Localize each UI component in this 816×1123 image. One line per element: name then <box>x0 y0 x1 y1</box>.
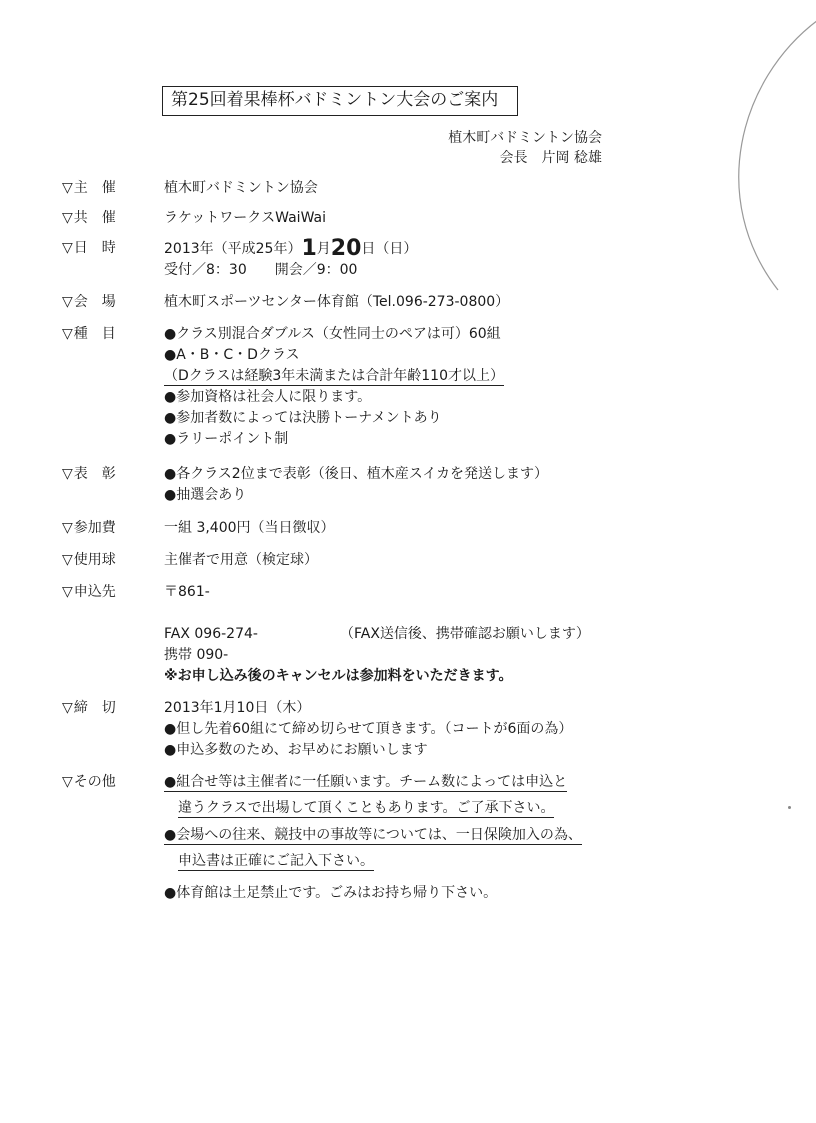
apply-fax: FAX 096-274- <box>164 626 258 642</box>
organizer-president: 会長 片岡 稔雄 <box>499 150 602 166</box>
row-label: 使用球 <box>73 552 116 568</box>
triangle-down-icon: ▽ <box>62 240 73 256</box>
events-line: （Dクラスは経験3年未満または合計年齢110才以上） <box>164 368 504 384</box>
row-label: 表 彰 <box>73 466 116 482</box>
scan-edge-curve <box>728 0 816 300</box>
date-month-unit: 月 <box>316 241 331 257</box>
date-day-suffix: 日（日） <box>361 241 418 257</box>
other-line: ●会場への往来、競技中の事故等については、一日保険加入の為、 <box>164 827 582 843</box>
organizer-block <box>448 128 602 168</box>
triangle-down-icon: ▽ <box>62 584 73 600</box>
events-line: ●クラス別混合ダブルス（女性同士のペアは可）60組 <box>164 326 501 342</box>
apply-postal: 〒861- <box>164 584 210 600</box>
date-day: 20 <box>330 236 362 261</box>
events-line: ●A・B・C・Dクラス <box>164 347 300 363</box>
row-label: 参加費 <box>73 520 116 536</box>
awards-line: ●各クラス2位まで表彰（後日、植木産スイカを発送します） <box>164 466 549 482</box>
triangle-down-icon: ▽ <box>62 180 73 196</box>
row-value: 主催者で用意（検定球） <box>164 552 318 568</box>
organizer-name: 植木町バドミントン協会 <box>448 130 602 146</box>
date-line <box>164 238 417 260</box>
events-line: ●参加者数によっては決勝トーナメントあり <box>164 410 442 426</box>
triangle-down-icon: ▽ <box>62 520 73 536</box>
other-line: 申込書は正確にご記入下さい。 <box>178 853 374 869</box>
triangle-down-icon: ▽ <box>62 326 73 342</box>
row-value: 植木町スポーツセンター体育館（Tel.096-273-0800） <box>164 294 510 310</box>
date-prefix: 2013年（平成25年） <box>164 241 302 257</box>
triangle-down-icon: ▽ <box>62 294 73 310</box>
triangle-down-icon: ▽ <box>62 210 73 226</box>
deadline-line: ●但し先着60組にて締め切らせて頂きます。（コートが6面の為） <box>164 721 573 737</box>
row-value: 一組 3,400円（当日徴収） <box>164 520 335 536</box>
row-value: 植木町バドミントン協会 <box>164 180 318 196</box>
date-month: 1 <box>301 236 317 261</box>
row-label: その他 <box>73 774 116 790</box>
events-line: ●ラリーポイント制 <box>164 431 289 447</box>
other-line: ●体育館は土足禁止です。ごみはお持ち帰り下さい。 <box>164 885 498 901</box>
row-label: 日 時 <box>73 240 116 256</box>
triangle-down-icon: ▽ <box>62 774 73 790</box>
date-time-line: 受付／8：30 開会／9：00 <box>164 262 358 278</box>
other-line: 違うクラスで出場して頂くこともあります。ご了承下さい。 <box>178 800 555 816</box>
awards-line: ●抽選会あり <box>164 487 247 503</box>
row-label: 種 目 <box>73 326 116 342</box>
other-line: ●組合せ等は主催者に一任願います。チーム数によっては申込と <box>164 774 568 790</box>
deadline-line: 2013年1月10日（木） <box>164 700 311 716</box>
apply-fax-note: （FAX送信後、携帯確認お願いします） <box>340 626 590 642</box>
scan-speck <box>788 806 791 809</box>
row-label: 主 催 <box>73 180 116 196</box>
row-label: 共 催 <box>73 210 116 226</box>
triangle-down-icon: ▽ <box>62 552 73 568</box>
events-line: ●参加資格は社会人に限ります。 <box>164 389 372 405</box>
triangle-down-icon: ▽ <box>62 466 73 482</box>
apply-mobile: 携帯 090- <box>164 647 229 663</box>
row-value: ラケットワークスWaiWai <box>164 210 326 226</box>
row-label: 締 切 <box>73 700 116 716</box>
triangle-down-icon: ▽ <box>62 700 73 716</box>
deadline-line: ●申込多数のため、お早めにお願いします <box>164 742 428 758</box>
row-label: 会 場 <box>73 294 116 310</box>
document-title: 第25回着果棒杯バドミントン大会のご案内 <box>162 86 518 116</box>
apply-cancel-note: ※お申し込み後のキャンセルは参加料をいただきます。 <box>164 668 513 684</box>
row-label: 申込先 <box>73 584 116 600</box>
